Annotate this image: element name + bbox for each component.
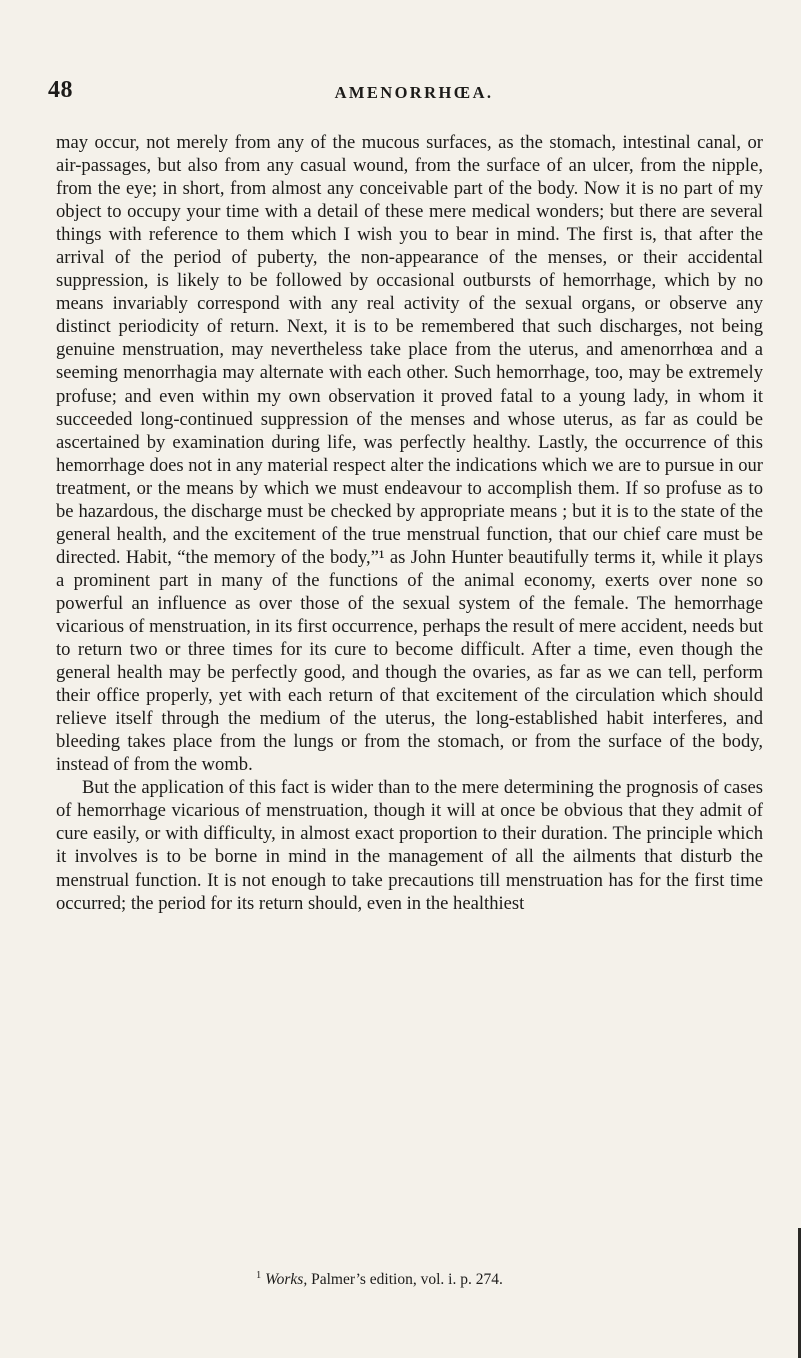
footnote-text: Palmer’s edition, vol. i. p. 274. bbox=[311, 1271, 503, 1289]
footnote-marker: 1 bbox=[256, 1270, 262, 1281]
page-number: 48 bbox=[48, 77, 73, 103]
body-text bbox=[56, 131, 763, 915]
chapter-title: AMENORRHŒA. bbox=[334, 83, 494, 102]
running-head bbox=[48, 77, 760, 107]
paragraph: But the application of this fact is wider than to the mere determining the prognosis of cases of hemorrhage vicarious of menstruation, though it will at once be obvious that they admit of cure easily, or with difficulty, in almost exact proportion to their duration. The principle which it involves is to be borne in mind in the management of all the ailments that disturb the menstrual function. It is not enough to take precautions till menstruation has for the first time occurred; the period for its return should, even in the healthiest bbox=[56, 777, 763, 914]
paragraph: may occur, not merely from any of the mucous surfaces, as the stomach, intestinal canal, or air-passages, but also from any casual wound, from the surface of an ulcer, from the nipple, from the eye; in short, from almost any conceivable part of the body. Now it is no part of my object to occupy your time with a detail of these mere medical wonders; but there are several things with reference to them which I wish you to bear in mind. The first is, that after the arrival of the period of puberty, the non-appearance of the menses, or their accidental suppression, is likely to be followed by occasional outbursts of hemorrhage, which by no means invariably correspond with any real activity of the sexual organs, or observe any distinct periodicity of return. Next, it is to be remembered that such discharges, not being genuine menstruation, may nevertheless take place from the uterus, and amenorrhœa and a seeming menorrhagia may alternate with each other. Such hemorrhage, too, may be extremely profuse; and even within my own observation it proved fatal to a young lady, in whom it succeeded long-continued suppression of the menses and whose uterus, as far as could be ascertained by examination during life, was perfectly healthy. Lastly, the occurrence of this hemorrhage does not in any material respect alter the indications which we are to pursue in our treatment, or the means by which we must endeavour to accomplish them. If so profuse as to be hazardous, the discharge must be checked by appropriate means ; but it is to the state of the general health, and the excitement of the true menstrual function, that our chief care must be directed. Habit, “the memory of the body,”¹ as John Hunter beautifully terms it, while it plays a prominent part in many of the functions of the animal economy, exerts over none so powerful an influence as over those of the sexual system of the female. The hemorrhage vicarious of menstruation, in its first occurrence, perhaps the result of mere accident, needs but to return two or three times for its cure to become difficult. After a time, even though the general health may be perfectly good, and though the ovaries, as far as we can tell, perform their office properly, yet with each return of that excitement of the circulation which should relieve itself through the medium of the uterus, the long-established habit interferes, and bleeding takes place from the lungs or from the stomach, or from the surface of the body, instead of from the womb. bbox=[56, 132, 763, 776]
footnote-work-title: Works, bbox=[265, 1271, 308, 1289]
footnote bbox=[56, 1266, 763, 1290]
